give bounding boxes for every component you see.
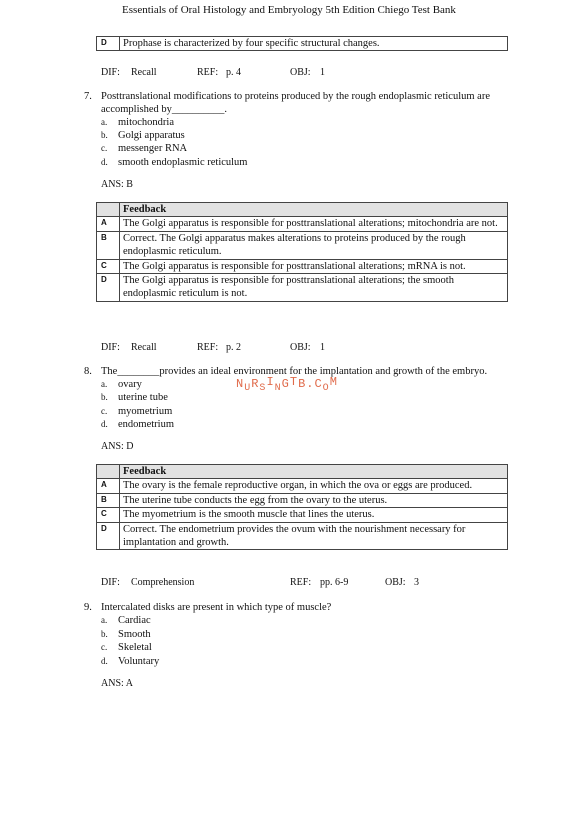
- feedback-header: Feedback: [120, 465, 508, 479]
- choice-letter: b.: [101, 392, 108, 402]
- question-number: 8.: [84, 366, 92, 377]
- question-stem: Intercalated disks are present in which type of muscle?: [101, 602, 332, 613]
- choice-a: [101, 378, 142, 391]
- feedback-text: Correct. The Golgi apparatus makes alterations to proteins produced by the rough endoplasmic reticulum.: [120, 231, 508, 259]
- dif-value: Recall: [131, 342, 157, 353]
- choice-letter: a.: [101, 117, 108, 127]
- choice-text: smooth endoplasmic reticulum: [118, 157, 248, 168]
- feedback-row: [97, 508, 508, 522]
- feedback-row: [97, 479, 508, 493]
- feedback-row: [97, 274, 508, 302]
- feedback-letter: A: [97, 479, 120, 493]
- dif-label: DIF:: [101, 67, 120, 78]
- feedback-row: [97, 493, 508, 507]
- choice-a: [101, 116, 174, 129]
- feedback-header: Feedback: [120, 203, 508, 217]
- feedback-row: [97, 259, 508, 273]
- choice-letter: d.: [101, 419, 108, 429]
- obj-label: OBJ:: [290, 342, 311, 353]
- feedback-letter: C: [97, 508, 120, 522]
- choice-c: [101, 641, 152, 654]
- choice-text: myometrium: [118, 406, 173, 417]
- choice-letter: c.: [101, 143, 108, 153]
- answer-key: ANS: A: [101, 678, 133, 689]
- feedback-row: [97, 522, 508, 550]
- choice-text: messenger RNA: [118, 143, 188, 154]
- question-stem: Posttranslational modifications to proteins produced by the rough endoplasmic reticulum are accomplished by__________.: [101, 91, 490, 116]
- choice-d: [101, 418, 174, 431]
- choice-letter: d.: [101, 656, 108, 666]
- choice-text: mitochondria: [118, 117, 174, 128]
- feedback-table-q7: [96, 202, 508, 302]
- obj-value: 3: [414, 577, 419, 588]
- feedback-letter: C: [97, 259, 120, 273]
- feedback-letter: A: [97, 217, 120, 231]
- feedback-header-row: [97, 203, 508, 217]
- feedback-letter: D: [97, 37, 120, 51]
- choice-a: [101, 614, 151, 627]
- choice-text: Smooth: [118, 629, 151, 640]
- choice-letter: b.: [101, 629, 108, 639]
- choice-d: [101, 156, 247, 169]
- feedback-header-row: [97, 465, 508, 479]
- feedback-letter: B: [97, 493, 120, 507]
- question-stem: The________provides an ideal environment for the implantation and growth of the embryo.: [101, 366, 488, 377]
- feedback-text: Correct. The endometrium provides the ovum with the nourishment necessary for implantation and growth.: [120, 522, 508, 550]
- choice-letter: d.: [101, 157, 108, 167]
- dif-label: DIF:: [101, 577, 120, 588]
- watermark: $N_UR_SI_NGTB.C_OM$: [236, 375, 338, 394]
- feedback-row: [97, 37, 508, 51]
- choice-text: endometrium: [118, 419, 174, 430]
- answer-key: ANS: B: [101, 179, 133, 190]
- ref-value: pp. 6-9: [320, 577, 349, 588]
- feedback-text: The Golgi apparatus is responsible for posttranslational alterations; the smooth endoplasmic reticulum is not.: [120, 274, 508, 302]
- dif-label: DIF:: [101, 342, 120, 353]
- feedback-text: The uterine tube conducts the egg from the ovary to the uterus.: [120, 493, 508, 507]
- dif-value: Comprehension: [131, 577, 195, 588]
- choice-letter: a.: [101, 615, 108, 625]
- page-header: Essentials of Oral Histology and Embryology 5th Edition Chiego Test Bank: [122, 4, 456, 16]
- choice-b: [101, 628, 151, 641]
- feedback-row: [97, 217, 508, 231]
- ref-label: REF:: [290, 577, 312, 588]
- feedback-table-q8: [96, 464, 508, 550]
- feedback-text: The ovary is the female reproductive organ, in which the ova or eggs are produced.: [120, 479, 508, 493]
- choice-d: [101, 655, 159, 668]
- choice-text: ovary: [118, 379, 142, 390]
- question-number: 9.: [84, 602, 92, 613]
- choice-letter: b.: [101, 130, 108, 140]
- choice-b: [101, 129, 185, 142]
- feedback-text: The myometrium is the smooth muscle that lines the uterus.: [120, 508, 508, 522]
- choice-letter: c.: [101, 406, 108, 416]
- obj-label: OBJ:: [290, 67, 311, 78]
- choice-letter: c.: [101, 642, 108, 652]
- choice-b: [101, 391, 168, 404]
- choice-text: Voluntary: [118, 656, 160, 667]
- feedback-text: The Golgi apparatus is responsible for posttranslational alterations; mitochondria are not.: [120, 217, 508, 231]
- choice-text: Golgi apparatus: [118, 130, 185, 141]
- dif-value: Recall: [131, 67, 157, 78]
- choice-letter: a.: [101, 379, 108, 389]
- choice-text: Cardiac: [118, 615, 151, 626]
- ref-value: p. 4: [226, 67, 241, 78]
- feedback-row: [97, 231, 508, 259]
- choice-text: Skeletal: [118, 642, 152, 653]
- choice-text: uterine tube: [118, 392, 168, 403]
- obj-value: 1: [320, 342, 325, 353]
- choice-c: [101, 405, 172, 418]
- answer-key: ANS: D: [101, 441, 134, 452]
- question-number: 7.: [84, 91, 92, 102]
- feedback-letter: D: [97, 522, 120, 550]
- choice-c: [101, 142, 187, 155]
- ref-label: REF:: [197, 67, 219, 78]
- feedback-table-prev: [96, 36, 508, 51]
- ref-label: REF:: [197, 342, 219, 353]
- ref-value: p. 2: [226, 342, 241, 353]
- feedback-letter: D: [97, 274, 120, 302]
- feedback-text: The Golgi apparatus is responsible for posttranslational alterations; mRNA is not.: [120, 259, 508, 273]
- obj-label: OBJ:: [385, 577, 406, 588]
- obj-value: 1: [320, 67, 325, 78]
- feedback-text: Prophase is characterized by four specific structural changes.: [120, 37, 508, 51]
- feedback-letter: B: [97, 231, 120, 259]
